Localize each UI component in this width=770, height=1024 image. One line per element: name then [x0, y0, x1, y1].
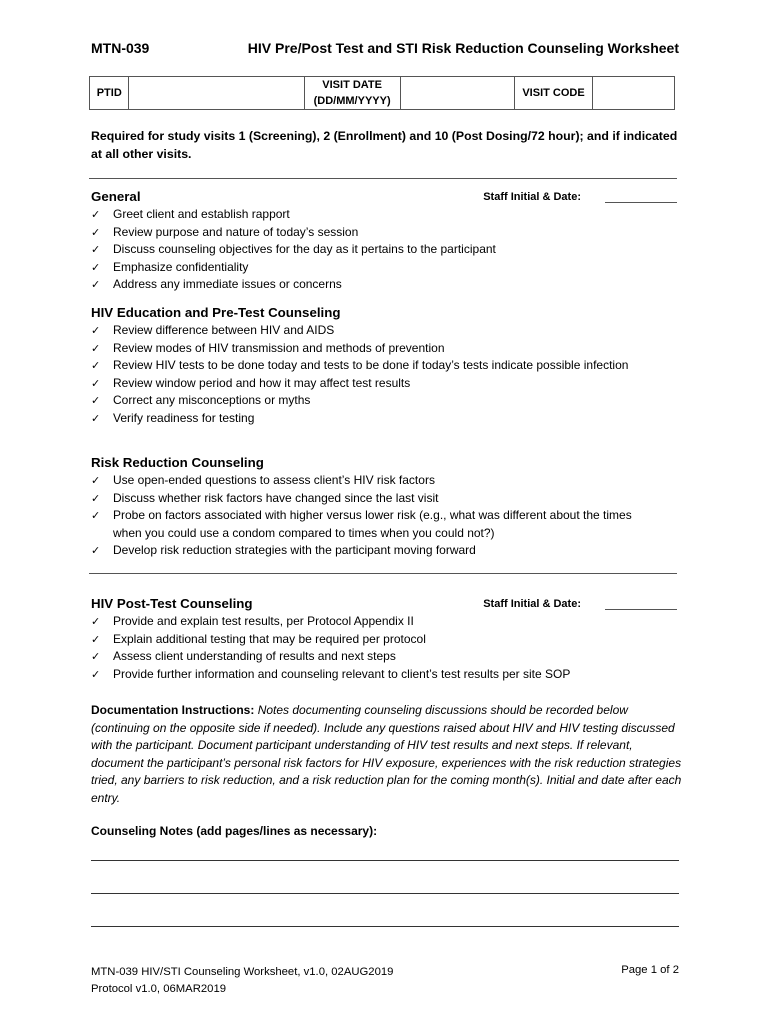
- section-title-hiv-education: HIV Education and Pre-Test Counseling: [91, 305, 341, 320]
- list-item: [91, 259, 683, 277]
- list-item-text: Provide and explain test results, per Protocol Appendix II: [113, 614, 414, 628]
- note-line[interactable]: [91, 926, 679, 927]
- staff-initial-field[interactable]: [605, 597, 677, 610]
- note-line[interactable]: [91, 860, 679, 861]
- list-item-text: Correct any misconceptions or myths: [113, 393, 311, 407]
- required-visits-note: Required for study visits 1 (Screening), 2 (Enrollment) and 10 (Post Dosing/72 hour); and if indicated at all other visits.: [91, 129, 678, 161]
- list-item: [91, 648, 683, 666]
- check-icon: ✓: [91, 632, 101, 646]
- list-item: [91, 542, 683, 560]
- section-general: [91, 188, 683, 294]
- check-icon: ✓: [91, 324, 101, 337]
- list-item: [91, 490, 683, 508]
- list-item: [91, 666, 683, 684]
- staff-initial-date-post-test: [483, 597, 677, 610]
- visit-date-label: [304, 77, 400, 110]
- visit-date-field[interactable]: [400, 77, 514, 110]
- checklist-post-test: [91, 613, 683, 683]
- list-item: [91, 340, 683, 358]
- section-divider: [89, 573, 677, 574]
- list-item-text: Emphasize confidentiality: [113, 259, 249, 274]
- footer-version: [91, 964, 393, 998]
- list-item-text: Verify readiness for testing: [113, 410, 255, 425]
- note-line[interactable]: [91, 893, 679, 894]
- list-item-text: Review HIV tests to be done today and tests to be done if today’s tests indicate possible infection: [113, 358, 629, 372]
- list-item-text: Greet client and establish rapport: [113, 207, 290, 221]
- participant-id-table: [89, 76, 675, 110]
- footer-protocol-version: Protocol v1.0, 06MAR2019: [91, 983, 227, 995]
- staff-initial-date-general: [483, 190, 677, 203]
- check-icon: ✓: [91, 208, 101, 221]
- list-item: [91, 357, 683, 375]
- section-hiv-education: [91, 304, 683, 427]
- documentation-lead: Documentation Instructions:: [91, 703, 255, 717]
- list-item-text: Explain additional testing that may be required per protocol: [113, 631, 426, 646]
- list-item-text: Review modes of HIV transmission and methods of prevention: [113, 340, 445, 355]
- list-item-text: Discuss whether risk factors have changed since the last visit: [113, 490, 439, 505]
- checklist-hiv-education: [91, 322, 683, 427]
- section-risk-reduction: [91, 454, 683, 560]
- section-divider: [89, 178, 677, 179]
- list-item-text: Address any immediate issues or concerns: [113, 277, 342, 291]
- list-item-text: Provide further information and counseling relevant to client’s test results per site SOP: [113, 666, 571, 681]
- section-title-risk-reduction: Risk Reduction Counseling: [91, 455, 264, 470]
- check-icon: ✓: [91, 667, 101, 681]
- list-item: [91, 241, 683, 259]
- check-icon: ✓: [91, 376, 101, 390]
- staff-initial-field[interactable]: [605, 190, 677, 203]
- list-item-text: Review difference between HIV and AIDS: [113, 323, 335, 337]
- list-item: [91, 613, 683, 631]
- list-item: [91, 507, 683, 542]
- list-item-text: Review purpose and nature of today’s session: [113, 224, 359, 239]
- check-icon: ✓: [91, 650, 101, 663]
- check-icon: ✓: [91, 474, 101, 487]
- form-code: MTN-039: [91, 40, 150, 56]
- list-item: [91, 410, 683, 428]
- check-icon: ✓: [91, 260, 101, 274]
- visit-code-label: VISIT CODE: [515, 77, 593, 110]
- check-icon: ✓: [91, 615, 101, 628]
- check-icon: ✓: [91, 278, 101, 291]
- check-icon: ✓: [91, 491, 101, 505]
- list-item: [91, 392, 683, 410]
- list-item-text: Use open-ended questions to assess client’s HIV risk factors: [113, 473, 435, 487]
- list-item: [91, 322, 683, 340]
- ptid-label: PTID: [90, 77, 129, 110]
- check-icon: ✓: [91, 243, 101, 256]
- ptid-field[interactable]: [129, 77, 304, 110]
- staff-initial-label: Staff Initial & Date:: [483, 191, 581, 203]
- visit-date-format: (DD/MM/YYYY): [313, 95, 391, 107]
- list-item-text: Discuss counseling objectives for the day as it pertains to the participant: [113, 242, 496, 256]
- list-item-text: Probe on factors associated with higher versus lower risk (e.g., what was different about the times when you could use a condom compared to times when you could not?): [113, 508, 632, 540]
- list-item: [91, 224, 683, 242]
- visit-date-label-text: VISIT DATE: [322, 79, 382, 91]
- check-icon: ✓: [91, 394, 101, 407]
- check-icon: ✓: [91, 509, 101, 522]
- counseling-notes-title: Counseling Notes (add pages/lines as necessary):: [91, 824, 378, 838]
- checklist-general: [91, 206, 683, 294]
- check-icon: ✓: [91, 225, 101, 239]
- visit-code-field[interactable]: [592, 77, 674, 110]
- list-item: [91, 206, 683, 224]
- list-item-text: Assess client understanding of results and next steps: [113, 649, 396, 663]
- check-icon: ✓: [91, 544, 101, 557]
- list-item-text: Review window period and how it may affect test results: [113, 375, 411, 390]
- section-title-general: General: [91, 189, 141, 204]
- check-icon: ✓: [91, 359, 101, 372]
- page-title: HIV Pre/Post Test and STI Risk Reduction Counseling Worksheet: [247, 40, 679, 56]
- checklist-risk-reduction: [91, 472, 683, 560]
- documentation-instructions: [91, 702, 687, 807]
- page-number: Page 1 of 2: [621, 964, 679, 976]
- section-title-post-test: HIV Post-Test Counseling: [91, 596, 253, 611]
- section-post-test: [91, 595, 683, 683]
- documentation-body: Notes documenting counseling discussions should be recorded below (continuing on the opposite side if needed). Include any questions raised about HIV and HIV testing discussed with the participant. Document participant understanding of HIV test results and next steps. If relevant, document the participant’s personal risk factors for HIV exposure, experiences with the risk reduction strategies tried, any barriers to risk reduction, and a risk reduction plan for the coming month(s). Initial and date after each entry.: [91, 703, 682, 805]
- staff-initial-label: Staff Initial & Date:: [483, 598, 581, 610]
- list-item: [91, 472, 683, 490]
- list-item: [91, 276, 683, 294]
- check-icon: ✓: [91, 341, 101, 355]
- list-item-text: Develop risk reduction strategies with the participant moving forward: [113, 543, 476, 557]
- check-icon: ✓: [91, 411, 101, 425]
- list-item: [91, 375, 683, 393]
- footer-worksheet-version: MTN-039 HIV/STI Counseling Worksheet, v1.0, 02AUG2019: [91, 966, 394, 978]
- list-item: [91, 631, 683, 649]
